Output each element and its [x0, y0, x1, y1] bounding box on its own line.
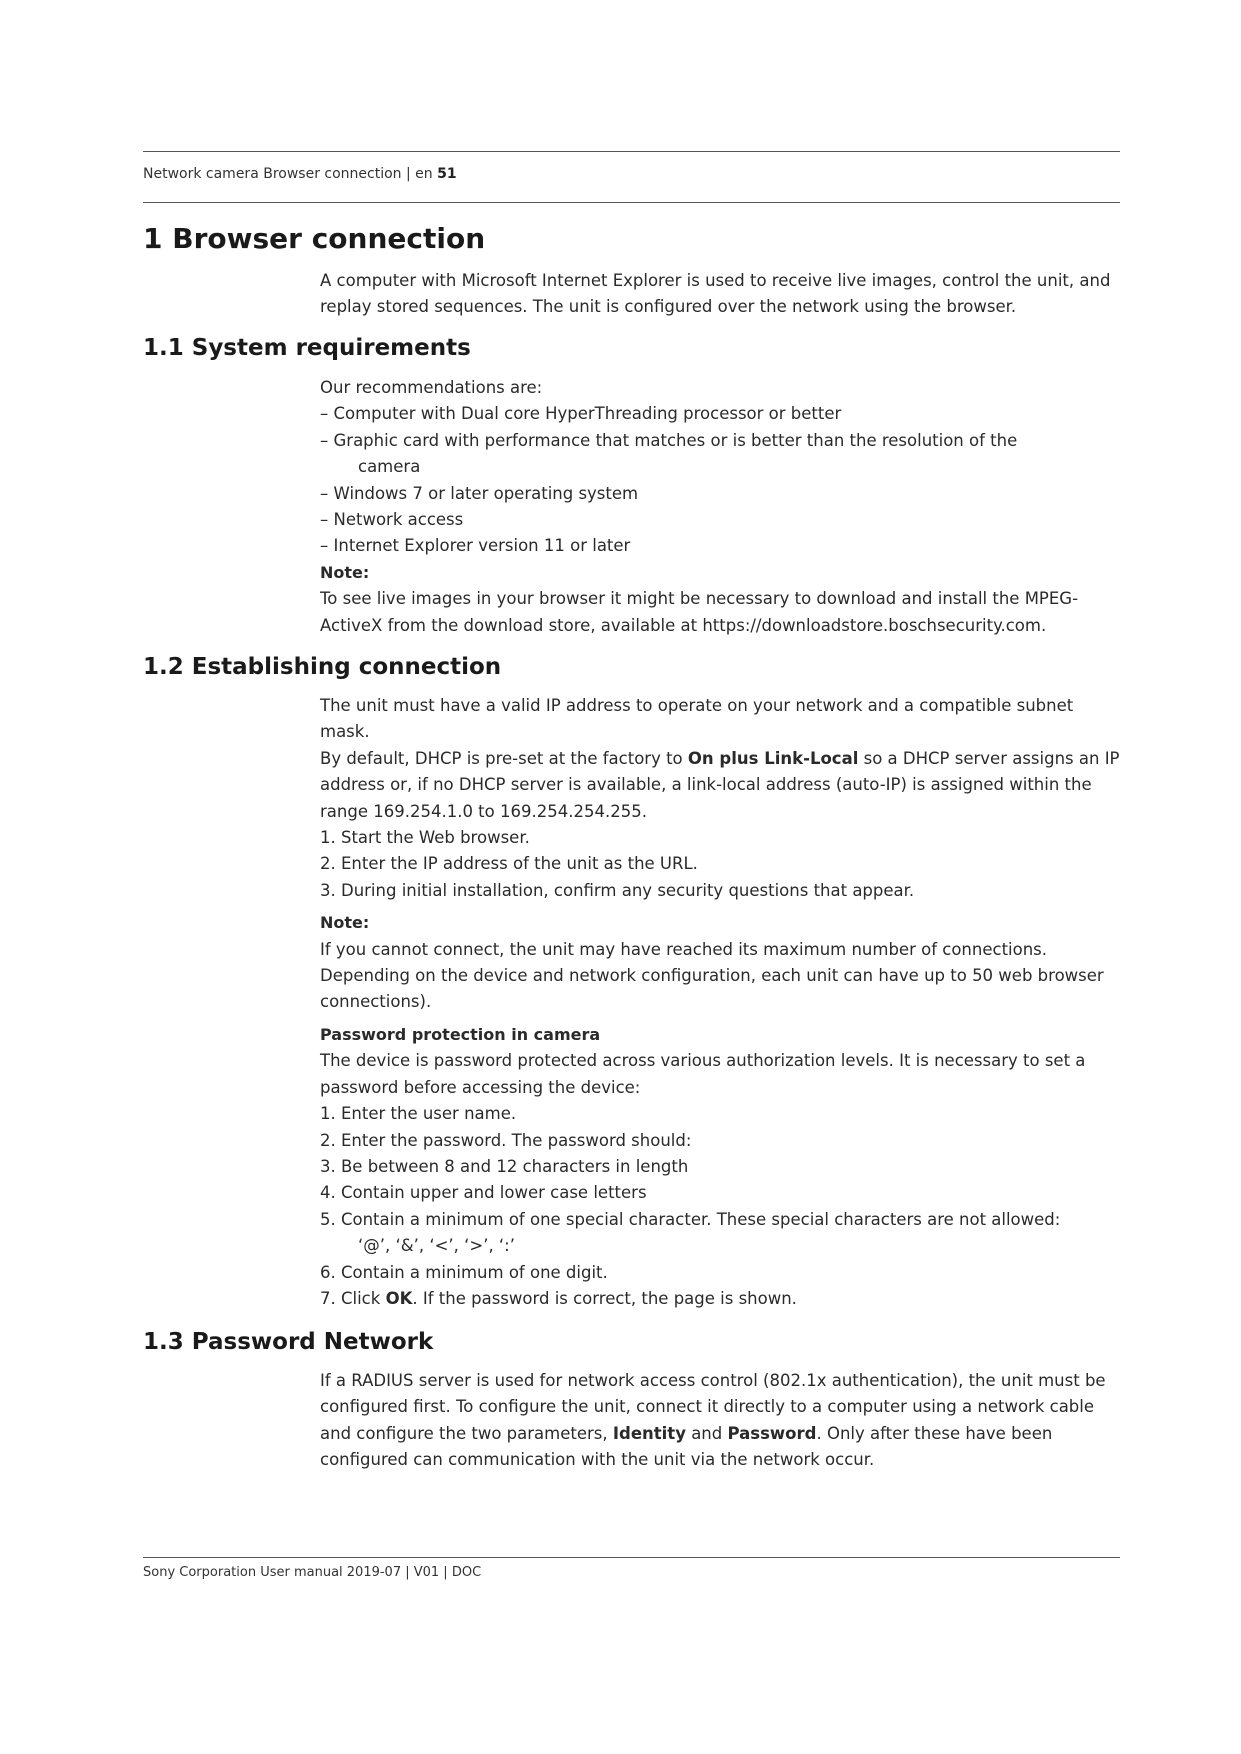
password-term: Password [727, 1423, 817, 1443]
pn-text-b: . Only after these have been configured can communication with the unit via the network occur. [320, 1423, 1053, 1470]
requirement-item: – Graphic card with performance that matches or is better than the resolution of the [320, 430, 1018, 450]
password-step-continuation: ‘@’, ‘&’, ‘<’, ‘>’, ‘:’ [358, 1236, 515, 1256]
para-2-text-a: By default, DHCP is pre-set at the factory to [320, 748, 688, 768]
connect-step: 1. Start the Web browser. [320, 828, 530, 848]
header-top-rule [143, 151, 1120, 152]
ok-term: OK [385, 1288, 413, 1308]
password-step: 4. Contain upper and lower case letters [320, 1183, 647, 1203]
password-protection-heading: Password protection in camera [320, 1024, 601, 1044]
password-step: 1. Enter the user name. [320, 1104, 517, 1124]
section-1-1-body [320, 375, 1120, 639]
requirement-item-continuation: camera [358, 457, 421, 477]
section-1-title: 1 Browser connection [143, 222, 486, 255]
section-1-1-title: 1.1 System requirements [143, 335, 471, 361]
password-step: 5. Contain a minimum of one special character. These special characters are not allowed: [320, 1209, 1061, 1229]
password-network-para [320, 1368, 1120, 1474]
footer-rule [143, 1557, 1120, 1558]
note-text: To see live images in your browser it might be necessary to download and install the MPEG-ActiveX from the download store, available at https://downloadstore.boschsecurity.com. [320, 589, 1079, 635]
section-1-3-title: 1.3 Password Network [143, 1329, 434, 1355]
pn-text-mid: and [685, 1423, 728, 1443]
requirements-lead: Our recommendations are: [320, 378, 543, 397]
note-label: Note: [320, 913, 370, 933]
para-2-text-b: so a DHCP server assigns an IP address or, if no DHCP server is available, a link-local address (auto-IP) is assigned within the range 169.254.1.0 to 169.254.254.255. [320, 748, 1120, 821]
dhcp-default-value: On plus Link-Local [687, 748, 859, 768]
note-label: Note: [320, 562, 370, 582]
requirement-item: – Computer with Dual core HyperThreading processor or better [320, 404, 842, 424]
section-1-body [320, 268, 1120, 321]
password-step: 3. Be between 8 and 12 characters in length [320, 1156, 689, 1176]
password-intro: The device is password protected across various authorization levels. It is necessary to set a password before accessing the device: [320, 1051, 1086, 1097]
establish-para-1: The unit must have a valid IP address to operate on your network and a compatible subnet mask. [320, 696, 1074, 742]
section-1-3-body [320, 1368, 1120, 1474]
password-step [320, 1286, 1120, 1312]
header-bottom-rule [143, 202, 1120, 203]
step-7-text-b: . If the password is correct, the page is shown. [412, 1288, 797, 1308]
password-step: 6. Contain a minimum of one digit. [320, 1262, 608, 1282]
running-header [143, 166, 457, 182]
identity-term: Identity [612, 1423, 686, 1443]
requirement-item: – Internet Explorer version 11 or later [320, 536, 631, 556]
section-1-2-title: 1.2 Establishing connection [143, 654, 502, 680]
step-7-text-a: 7. Click [320, 1288, 386, 1308]
connect-step: 3. During initial installation, confirm any security questions that appear. [320, 880, 915, 900]
running-title: Network camera Browser connection | en [143, 166, 438, 182]
page-number: 51 [437, 166, 457, 182]
requirement-item: – Windows 7 or later operating system [320, 483, 639, 503]
connect-step: 2. Enter the IP address of the unit as the URL. [320, 854, 698, 874]
running-footer: Sony Corporation User manual 2019-07 | V01 | DOC [143, 1565, 482, 1580]
section-1-2-body [320, 693, 1120, 1312]
establish-para-2 [320, 746, 1120, 825]
note-text: If you cannot connect, the unit may have reached its maximum number of connections. Depending on the device and network configuration, each unit can have up to 50 web browser connections). [320, 939, 1104, 1012]
pn-text-a: If a RADIUS server is used for network access control (802.1x authentication), the unit must be configured first. To configure the unit, connect it directly to a computer using a network cable and configure the two parameters, [320, 1371, 1106, 1443]
section-1-intro: A computer with Microsoft Internet Explorer is used to receive live images, control the unit, and replay stored sequences. The unit is configured over the network using the browser. [320, 271, 1111, 317]
requirement-item: – Network access [320, 510, 464, 530]
password-step: 2. Enter the password. The password should: [320, 1130, 692, 1150]
